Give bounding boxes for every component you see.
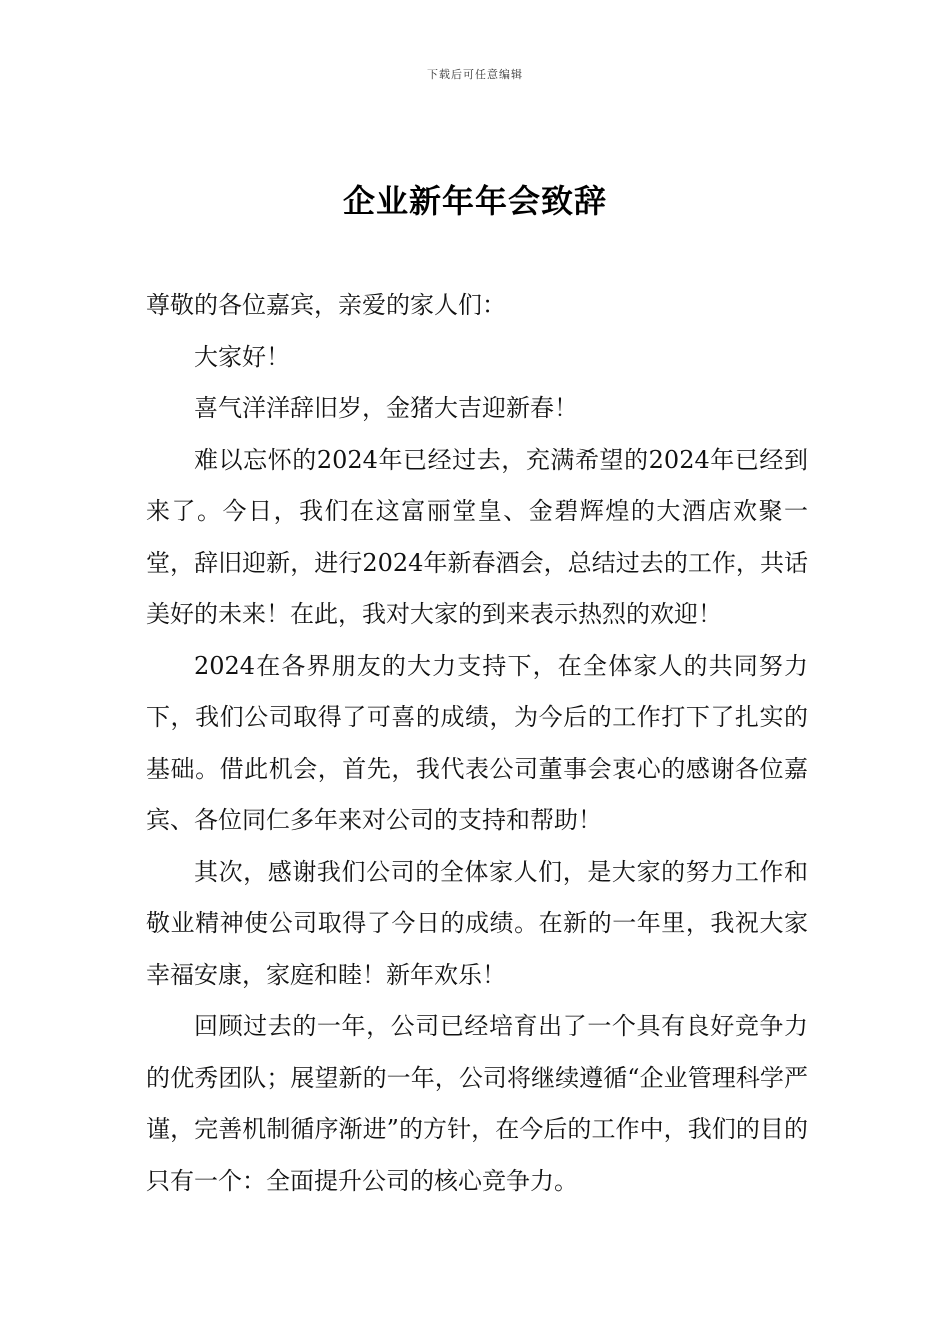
- paragraph-festive-line: 喜气洋洋辞旧岁，金猪大吉迎新春！: [194, 394, 578, 422]
- paragraph-thanks-guests: 2024在各界朋友的大力支持下，在全体家人的共同努力下，我们公司取得了可喜的成绩，为今后的工作打下了扎实的基础。借此机会，首先，我代表公司董事会衷心的感谢各位嘉宾、各位同仁多年来对公司的支持和帮助！: [146, 651, 808, 834]
- salutation: 尊敬的各位嘉宾，亲爱的家人们：: [146, 291, 506, 319]
- page-title: 企业新年年会致辞: [342, 182, 607, 220]
- document-body: [146, 280, 808, 1207]
- paragraph-welcome: 难以忘怀的2024年已经过去，充满希望的2024年已经到来了。今日，我们在这富丽堂皇、金碧辉煌的大酒店欢聚一堂，辞旧迎新，进行2024年新春酒会，总结过去的工作，共话美好的未来！在此，我对大家的到来表示热烈的欢迎！: [146, 445, 808, 628]
- header-note: 下载后可任意编辑: [427, 68, 523, 81]
- paragraph-greeting: 大家好！: [194, 342, 290, 371]
- paragraph-review-outlook: 回顾过去的一年，公司已经培育出了一个具有良好竞争力的优秀团队；展望新的一年，公司将继续遵循“企业管理科学严谨，完善机制循序渐进”的方针，在今后的工作中，我们的目的只有一个：全面提升公司的核心竞争力。: [146, 1012, 808, 1195]
- paragraph-thanks-staff: 其次，感谢我们公司的全体家人们，是大家的努力工作和敬业精神使公司取得了今日的成绩。在新的一年里，我祝大家幸福安康，家庭和睦！新年欢乐！: [146, 857, 808, 989]
